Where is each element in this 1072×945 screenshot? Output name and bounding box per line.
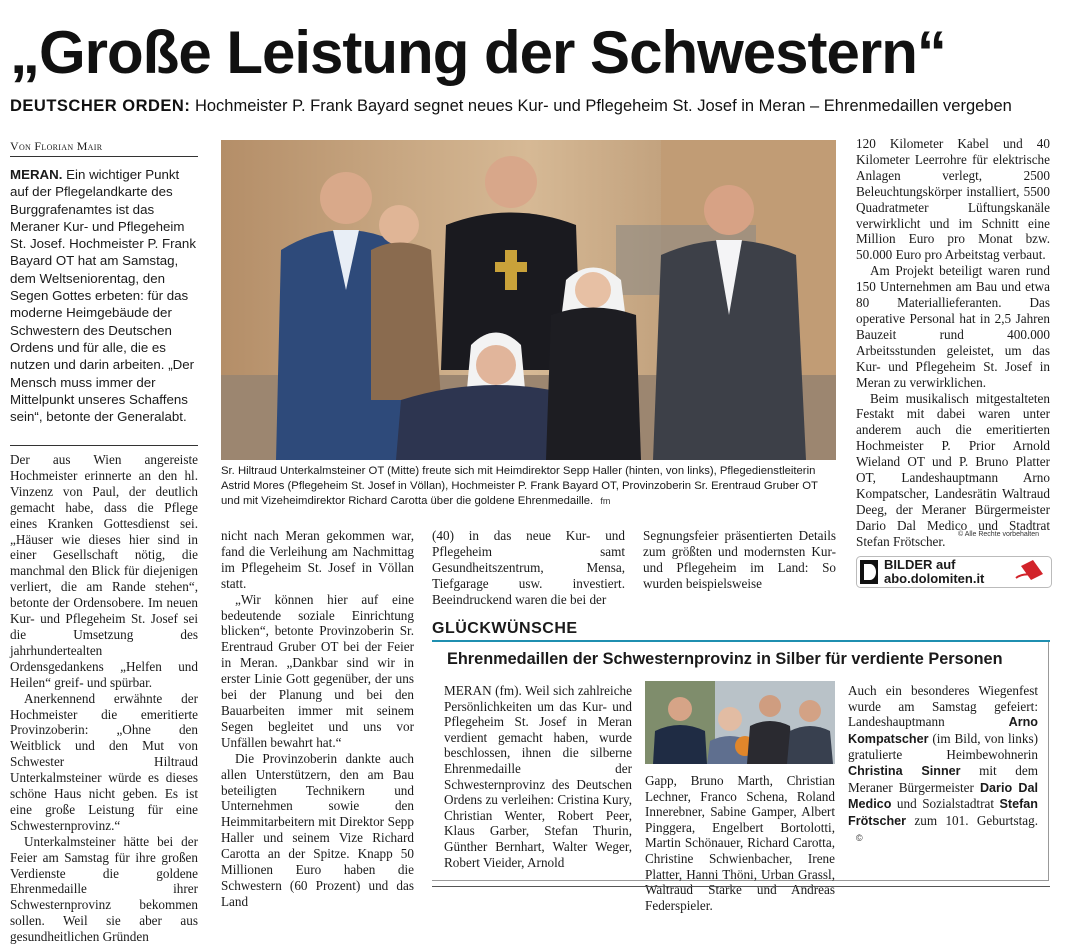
subline-kicker: DEUTSCHER ORDEN: <box>10 97 191 115</box>
congrats-section-title: GLÜCKWÜNSCHE <box>432 620 578 637</box>
article-column-1 <box>10 452 198 945</box>
congrats-col3-text: zum 101. Geburtstag. <box>914 812 1038 828</box>
birthday-photo <box>645 681 835 764</box>
caption-text: Sr. Hiltraud Unterkalmsteiner OT (Mitte) freute sich mit Heimdirektor Sepp Haller (hinten, von links), Pflegedienstleiterin Astrid Mores (Pflegeheim St. Josef in Völlan), Hochmeister P. Frank Bayard OT, Provinzoberin Sr. Erentraud Gruber OT und mit Vizeheimdirektor Richard Carotta über die goldene Ehrenmedaille. <box>221 465 818 507</box>
col2-paragraph: Die Provinzoberin dankte auch allen Unterstützern, den am Bau beteiligten Technikern und Unternehmen sowie den Heimmitarbeitern mit Direktor Sepp Haller und seinem Vize Richard Carotta an der Spitze. Knapp 50 Millionen Euro haben die Schwestern (60 Prozent) und das Land <box>221 750 414 909</box>
article-column-3 <box>432 528 625 608</box>
col1-paragraph: Unterkalmsteiner hätte bei der Feier am Samstag für ihre großen Verdienste die goldene Ehrenmedaille ihrer Schwesternprovinz bekommen sollen. Weil sie aber aus gesundheitlichen Gründen <box>10 833 198 945</box>
col3-paragraph: (40) in das neue Kur- und Pflegeheim samt Gesundheitszentrum, Mensa, Tiefgarage usw. investiert. Beeindruckend waren die bei der <box>432 528 625 607</box>
subline-text: Hochmeister P. Frank Bayard segnet neues Kur- und Pflegeheim St. Josef in Meran – Ehrenmedaillen vergeben <box>194 97 1012 115</box>
congrats-column-1 <box>444 683 632 870</box>
col5-paragraph: Beim musikalisch mitgestalteten Festakt mit dabei waren unter anderem auch die emeritierten Hochmeister P. Prior Arnold Wieland OT und P. Bruno Platter OT, Landeshauptmann Arno Kompatscher, Landesrätin Waltraud Deeg, der Meraner Bürgermeister Dario Dal Medico und Stadtrat Stefan Frötscher. <box>856 390 1050 549</box>
congrats-col3-text: mit dem Meraner Bürgermeister <box>848 762 1038 795</box>
bottom-rule <box>432 886 1050 887</box>
congrats-copyright: © <box>856 833 863 844</box>
badge-line-2: abo.dolomiten.it <box>884 571 985 586</box>
photo-caption <box>221 464 836 509</box>
article-column-2 <box>221 528 414 910</box>
col2-paragraph: „Wir können hier auf eine bedeutende soziale Einrichtung blicken“, betonte Provinzoberin Sr. Erentraud Gruber OT bei der Feier in Meran. „Dankbar sind wir in erster Linie Gott gegenüber, der uns bei der Planung und bei den Bauarbeiten immer mit seinem Segen begleitet und uns vor Unfällen bewahrt hat.“ <box>221 591 414 750</box>
congrats-column-2 <box>645 773 835 913</box>
badge-line-1: BILDER auf <box>884 557 956 572</box>
lead-place: MERAN. <box>10 167 63 182</box>
congrats-col3-text: und Sozialstadtrat <box>896 796 994 812</box>
bilder-badge[interactable] <box>856 556 1052 588</box>
lead-text: Ein wichtiger Punkt auf der Pflegelandkarte des Burggrafenamtes ist das Meraner Kur- und Pflegeheim St. Josef. Hochmeister P. Frank Bayard OT hat am Samstag, dem Weltseniorentag, den Segen Gottes erbeten: für das moderne Heimgebäude der Schwestern des Deutschen Ordens und für alle, die es nutzen und darin arbeiten. „Der Mensch muss immer der Mittelpunkt unseres Schaffens sein“, betonte der Generalabt. <box>10 167 196 425</box>
congrats-col2-text: Gapp, Bruno Marth, Christian Lechner, Franco Schena, Roland Innerebner, Sabine Gamper, Albert Pinggera, Engelbert Bortolotti, Martin Schönauer, Richard Carotta, Christine Schwienbacher, Irene Platter, Hanni Thöni, Urban Grassl, Waltraud Starke und Andreas Federspieler. <box>645 773 835 913</box>
lead-rule <box>10 445 198 446</box>
lead-paragraph <box>10 166 198 425</box>
byline-rule <box>10 156 198 157</box>
congrats-name: Christina Sinner <box>848 763 961 778</box>
col5-paragraph: 120 Kilometer Kabel und 40 Kilometer Leerrohre für elektrische Anlagen verlegt, 2500 Beleuchtungskörper installiert, 5500 Quadratmeter Lüftungskanäle verwirklicht und im Schnitt eine Million Euro pro Monat bzw. 50.000 Euro pro Arbeitstag verbaut. <box>856 136 1050 263</box>
caption-credit: fm <box>600 496 611 506</box>
congrats-name: Dario Dal Medico <box>848 780 1038 812</box>
birthday-photo-illustration <box>645 681 835 764</box>
congrats-name: Stefan Frötscher <box>848 797 1038 828</box>
col5-paragraph: Am Projekt beteiligt waren rund 150 Unternehmen am Bau und etwa 80 Materiallieferanten. Das operative Personal hat in 2,5 Jahren Bauzeit rund 400.000 Arbeitsstunden geleistet, um das Kur- und Pflegeheim St. Josef in Meran zu verwirklichen. <box>856 263 1050 390</box>
congrats-col1-text: MERAN (fm). Weil sich zahlreiche Persönlichkeiten um das Kur- und Pflegeheim St. Josef in Meran verdient gemacht haben, wurde beschlossen, ihnen die silberne Ehrenmedaille der Schwesternprovinz des Deutschen Ordens zu verleihen: Cristina Kury, Christian Wenter, Robert Peer, Klaus Garber, Stefan Thurin, Günther Bernhart, Walter Weger, Robert Vieider, Arnold <box>444 683 632 870</box>
headline: „Große Leistung der Schwestern“ <box>10 19 946 86</box>
col4-paragraph: Segnungsfeier präsentierten Details zum größten und modernsten Kur- und Pflegeheim im Land: So wurden beispielsweise <box>643 528 836 591</box>
col2-paragraph: nicht nach Meran gekommen war, fand die Verleihung am Nachmittag im Pflegeheim St. Josef in Völlan statt. <box>221 528 414 591</box>
group-photo-illustration <box>221 140 836 460</box>
congrats-col3-text: (im Bild, von links) gratulierte Heimbewohnerin <box>848 730 1038 763</box>
congrats-name: Arno Kompatscher <box>848 715 1038 746</box>
congrats-rule <box>432 640 1050 642</box>
main-photo <box>221 140 836 460</box>
col1-paragraph: Der aus Wien angereiste Hochmeister erinnerte an den hl. Vinzenz von Paul, der deutlich gemacht habe, dass die Pflege eines Kranken Gottesdienst sei. „Häuser wie dieses hier sind in einer Gesellschaft nötig, die manchmal den Blick für diejenigen verliert, die am Rande stehen“, betonte der Ordensobere. Im neuen Kur- und Pflegeheim St. Josef sei die Umsetzung des jahrhundertealten Ordensgedankens „Helfen und Heilen“ greif- und spürbar. <box>10 452 198 690</box>
subline <box>10 94 1012 118</box>
congrats-col3-intro: Auch ein besonderes Wiegenfest wurde am Samstag gefeiert: Landeshauptmann <box>848 683 1038 730</box>
article-column-4 <box>643 528 836 592</box>
congrats-headline: Ehrenmedaillen der Schwesternprovinz in Silber für verdiente Personen <box>447 650 1003 668</box>
byline: Von Florian Mair <box>10 139 103 153</box>
article-column-5 <box>856 136 1050 550</box>
congrats-column-3 <box>848 683 1038 847</box>
rights-notice: © Alle Rechte vorbehalten <box>958 531 1040 538</box>
col1-paragraph: Anerkennend erwähnte der Hochmeister die emeritierte Provinzoberin: „Ohne den Weitblick und den Mut von Schwester Hiltraud Unterkalmsteiner würde es dieses schöne Haus nicht geben. Es ist eine große Leistung für eine Schwesternprovinz.“ <box>10 690 198 833</box>
